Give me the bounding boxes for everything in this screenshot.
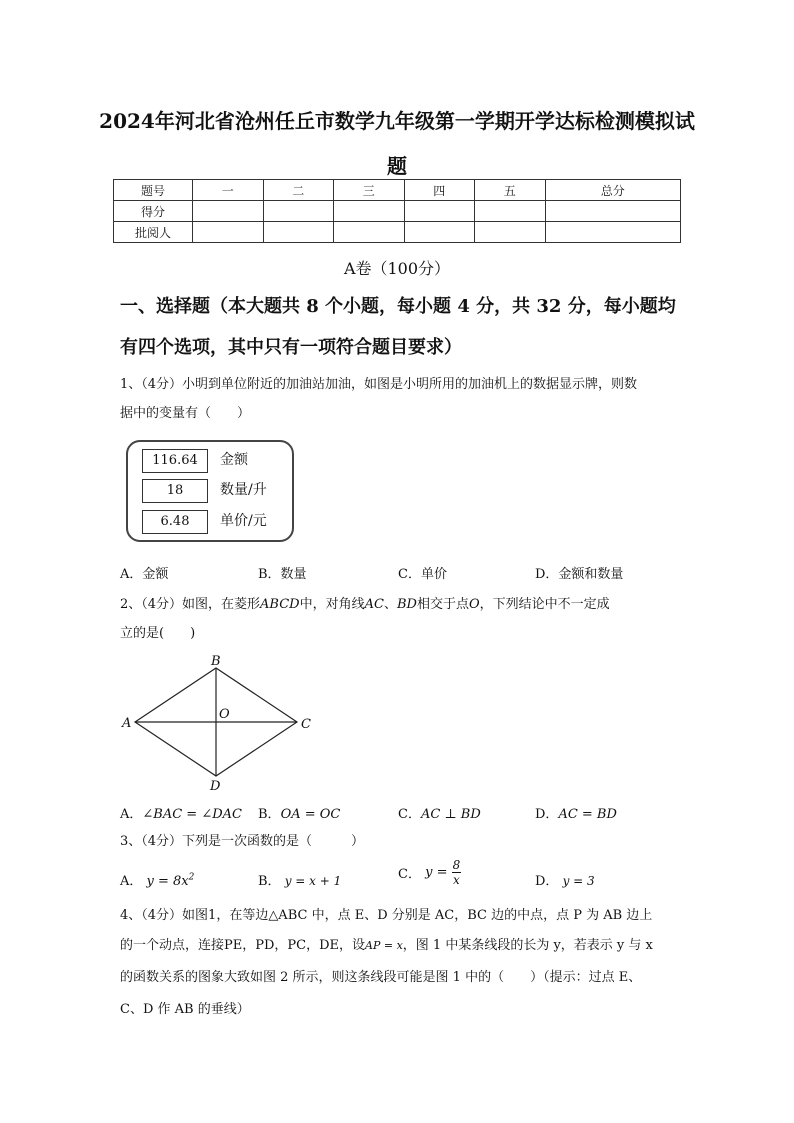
rhombus-name: ABCD (260, 597, 300, 612)
fuel-pump-display (126, 440, 294, 542)
option-label: A． (120, 807, 143, 822)
score-cell[interactable] (193, 201, 264, 222)
option-label: B． (258, 874, 281, 889)
score-row (114, 201, 681, 222)
option-expr: ∠BAC = ∠DAC (142, 807, 242, 822)
option-label: C． (398, 867, 421, 882)
q4-text-line3: 的函数关系的图象大致如图 2 所示，则这条线段可能是图 1 中的（ ）（提示：过点 E、 (120, 970, 642, 985)
q2-text-line2: 立的是( ) (120, 626, 196, 641)
option-expr: AC ⊥ BD (420, 807, 481, 822)
unit-price-label: 单价/元 (220, 513, 267, 529)
section-heading-line1: 一、选择题（本大题共 8 个小题，每小题 4 分，共 32 分，每小题均 (120, 296, 676, 317)
q1-text-line1: 1、（4分）小明到单位附近的加油站加油，如图是小明所用的加油机上的数据显示牌，则数 (120, 377, 638, 392)
q2-text: ，下列结论中不一定成 (479, 597, 610, 612)
option-label: C． (398, 807, 421, 822)
q2-option-b[interactable] (258, 803, 340, 822)
q2-text: 、 (383, 597, 397, 612)
q4-text: ，图 1 中某条线段的长为 y，若表示 y 与 x (402, 938, 653, 953)
ap-equals-x: AP = x (365, 939, 403, 952)
option-expr: y = x + 1 (284, 874, 342, 888)
vertex-d-label: D (210, 779, 221, 794)
grader-cell[interactable] (475, 222, 546, 243)
quantity-label: 数量/升 (220, 482, 267, 498)
q1-option-b[interactable]: B．数量 (258, 567, 307, 582)
q2-option-d[interactable] (535, 803, 617, 822)
q2-text: 中，对角线 (299, 597, 365, 612)
header-cell: 二 (263, 180, 334, 201)
center-o-label: O (219, 707, 230, 722)
q3-option-b[interactable] (258, 870, 341, 889)
vertex-b-label: B (211, 654, 221, 669)
row-label: 批阅人 (114, 222, 193, 243)
numerator: 8 (452, 858, 461, 872)
grader-cell[interactable] (404, 222, 475, 243)
row-label: 得分 (114, 201, 193, 222)
q4-text-line2 (120, 931, 686, 960)
option-label: D． (535, 874, 559, 889)
q1-option-d[interactable]: D．金额和数量 (535, 567, 624, 582)
q4-text-line4: C、D 作 AB 的垂线） (120, 1002, 250, 1017)
header-cell: 总分 (545, 180, 681, 201)
header-cell: 四 (404, 180, 475, 201)
score-cell[interactable] (334, 201, 405, 222)
score-cell[interactable] (263, 201, 334, 222)
q1-text-line2: 据中的变量有（ ） (120, 406, 251, 421)
header-cell: 五 (475, 180, 546, 201)
score-cell[interactable] (475, 201, 546, 222)
option-label: A． (120, 874, 143, 889)
quantity-value: 18 (142, 479, 208, 503)
grader-row (114, 222, 681, 243)
q3-option-c[interactable] (398, 858, 461, 887)
point-o: O (468, 597, 480, 612)
volume-heading: A卷（100分） (343, 259, 451, 278)
q2-option-a[interactable] (120, 803, 242, 822)
score-table (113, 179, 681, 243)
diagonal-bd: BD (396, 597, 417, 612)
q2-option-c[interactable] (398, 803, 481, 822)
score-header-row (114, 180, 681, 201)
vertex-a-label: A (122, 716, 132, 731)
rhombus-figure (115, 650, 325, 796)
doc-title-line2: 题 (387, 154, 407, 178)
header-cell: 题号 (114, 180, 193, 201)
option-label: B． (258, 807, 281, 822)
option-expr: y = 8x (146, 874, 189, 889)
option-label: D． (535, 807, 559, 822)
score-cell[interactable] (404, 201, 475, 222)
grader-cell[interactable] (334, 222, 405, 243)
amount-label: 金额 (220, 452, 248, 468)
q3-option-d[interactable] (535, 870, 595, 889)
denominator: x (453, 873, 460, 887)
q3-text: 3、（4分）下列是一次函数的是（ ） (120, 834, 365, 849)
q3-option-a[interactable] (120, 870, 194, 889)
q2-text: 2、（4分）如图，在菱形 (120, 597, 261, 612)
option-expr: y = 3 (562, 874, 595, 888)
option-expr: y = (425, 865, 448, 880)
diagonal-ac: AC (364, 597, 384, 612)
q1-option-a[interactable]: A．金额 (120, 567, 169, 582)
amount-value: 116.64 (142, 449, 208, 473)
q1-option-c[interactable]: C．单价 (398, 567, 447, 582)
q4-text: 的一个动点，连接PE，PD，PC，DE，设 (120, 938, 366, 953)
section-heading-line2: 有四个选项，其中只有一项符合题目要求） (120, 337, 462, 358)
option-exponent: 2 (188, 872, 195, 883)
grader-cell[interactable] (193, 222, 264, 243)
grader-cell[interactable] (263, 222, 334, 243)
q2-text-line1 (120, 590, 686, 619)
score-cell[interactable] (545, 201, 681, 222)
fraction (452, 858, 462, 887)
grader-cell[interactable] (545, 222, 681, 243)
header-cell: 三 (334, 180, 405, 201)
option-expr: AC = BD (558, 807, 617, 822)
vertex-c-label: C (301, 717, 311, 732)
q2-text: 相交于点 (416, 597, 469, 612)
option-expr: OA = OC (280, 807, 341, 822)
header-cell: 一 (193, 180, 264, 201)
unit-price-value: 6.48 (142, 510, 208, 534)
q4-text-line1: 4、（4分）如图1，在等边△ABC 中，点 E、D 分别是 AC，BC 边的中点，点 P 为 AB 边上 (120, 908, 653, 923)
doc-title-line1: 2024年河北省沧州任丘市数学九年级第一学期开学达标检测模拟试 (99, 109, 695, 133)
